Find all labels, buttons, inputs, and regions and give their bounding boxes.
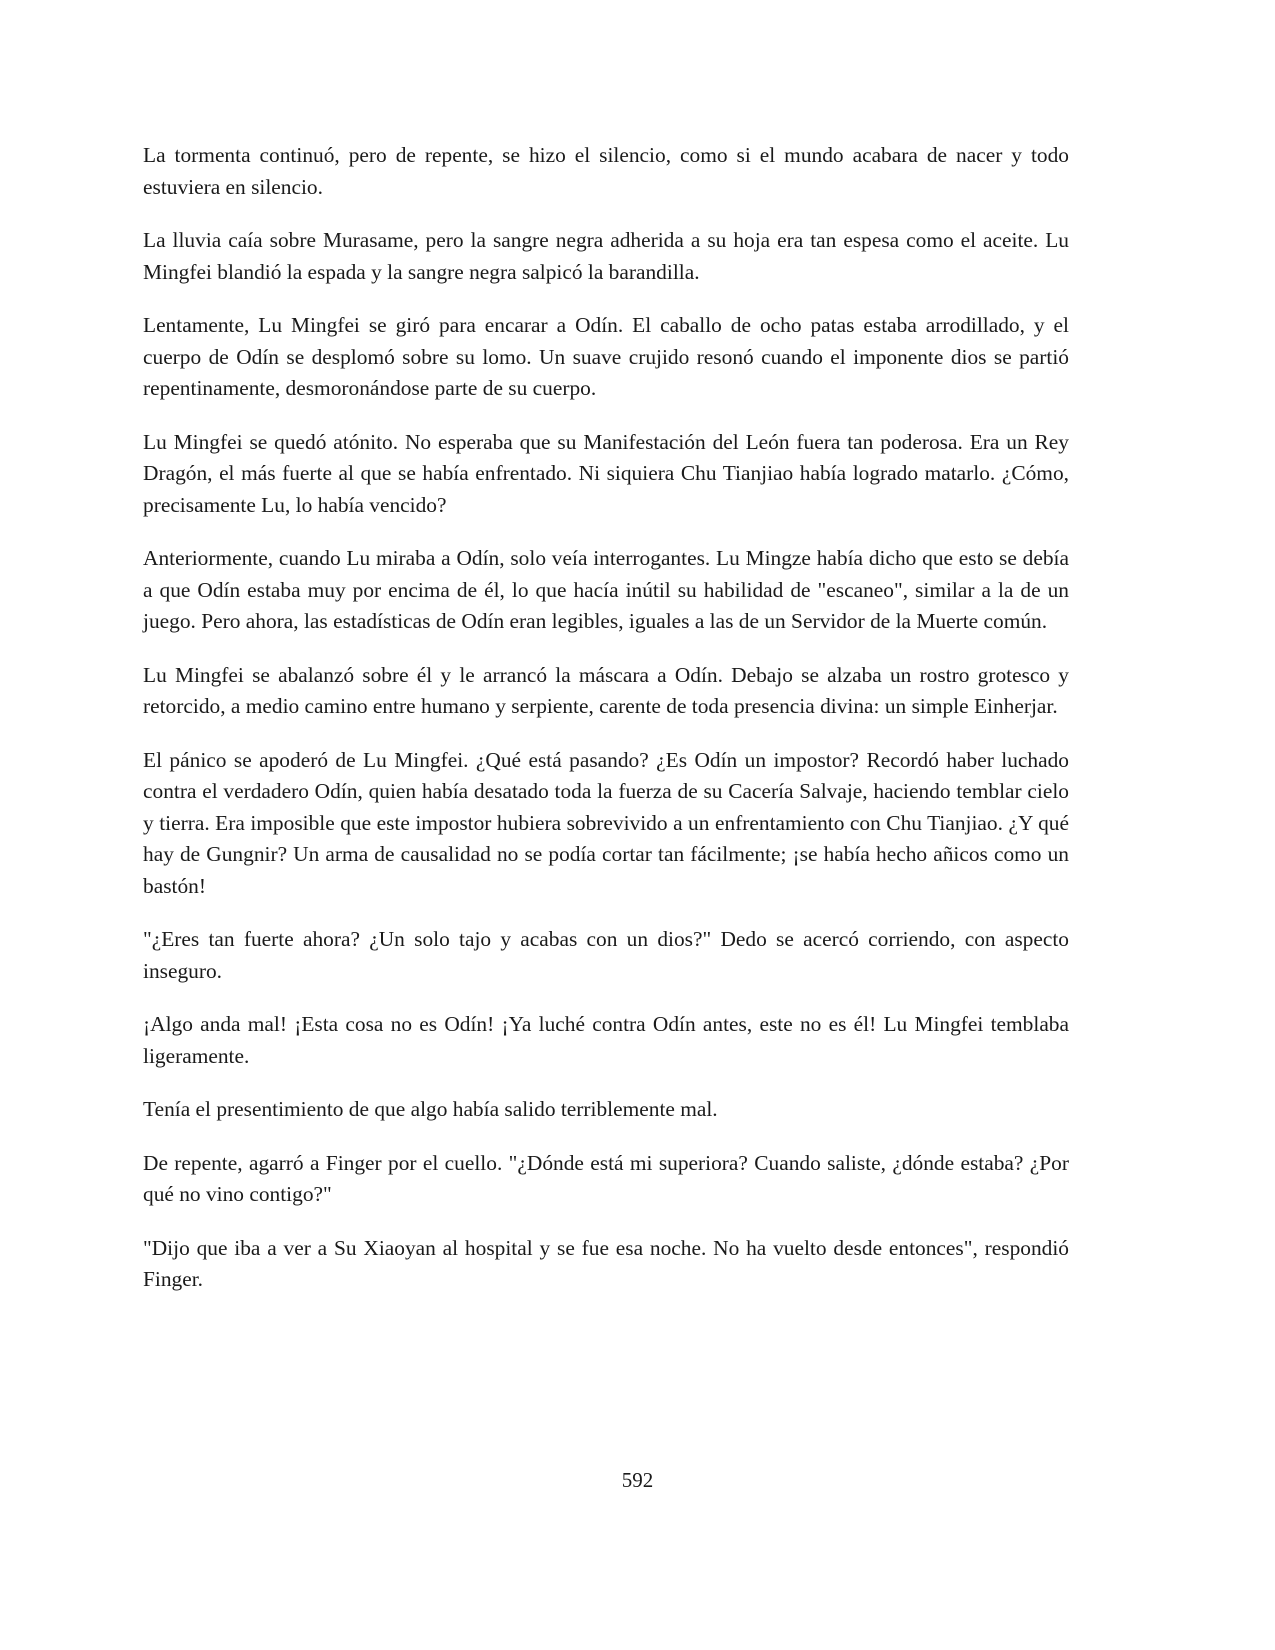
paragraph: Lu Mingfei se quedó atónito. No esperaba que su Manifestación del León fuera tan poderosa. Era un Rey Dragón, el más fuerte al que se había enfrentado. Ni siquiera Chu Tianjiao había logrado matarlo. ¿Cómo, precisamente Lu, lo había vencido? bbox=[143, 429, 1069, 517]
paragraph: "Dijo que iba a ver a Su Xiaoyan al hospital y se fue esa noche. No ha vuelto desde entonces", respondió Finger. bbox=[143, 1235, 1069, 1291]
paragraph: Tenía el presentimiento de que algo había salido terriblemente mal. bbox=[143, 1097, 718, 1121]
paragraph: "¿Eres tan fuerte ahora? ¿Un solo tajo y acabas con un dios?" Dedo se acercó corriendo, con aspecto inseguro. bbox=[143, 927, 1069, 983]
paragraph: ¡Algo anda mal! ¡Esta cosa no es Odín! ¡Ya luché contra Odín antes, este no es él! Lu Mingfei temblaba ligeramente. bbox=[143, 1012, 1069, 1068]
paragraph: La lluvia caía sobre Murasame, pero la sangre negra adherida a su hoja era tan espesa como el aceite. Lu Mingfei blandió la espada y la sangre negra salpicó la barandilla. bbox=[143, 228, 1069, 284]
paragraph: Lentamente, Lu Mingfei se giró para encarar a Odín. El caballo de ocho patas estaba arrodillado, y el cuerpo de Odín se desplomó sobre su lomo. Un suave crujido resonó cuando el imponente dios se partió repentinamente, desmoronándose parte de su cuerpo. bbox=[143, 313, 1069, 400]
paragraph: Anteriormente, cuando Lu miraba a Odín, solo veía interrogantes. Lu Mingze había dicho que esto se debía a que Odín estaba muy por encima de él, lo que hacía inútil su habilidad de "escaneo", similar a la de un juego. Pero ahora, las estadísticas de Odín eran legibles, iguales a las de un Servidor de la Muerte común. bbox=[143, 546, 1069, 633]
page-number: 592 bbox=[621, 1468, 654, 1492]
paragraph: La tormenta continuó, pero de repente, se hizo el silencio, como si el mundo acabara de nacer y todo estuviera en silencio. bbox=[143, 143, 1069, 199]
page-body bbox=[143, 140, 1069, 1318]
paragraph: De repente, agarró a Finger por el cuello. "¿Dónde está mi superiora? Cuando saliste, ¿dónde estaba? ¿Por qué no vino contigo?" bbox=[143, 1150, 1069, 1206]
paragraph: El pánico se apoderó de Lu Mingfei. ¿Qué está pasando? ¿Es Odín un impostor? Recordó haber luchado contra el verdadero Odín, quien había desatado toda la fuerza de su Cacería Salvaje, haciendo temblar cielo y tierra. Era imposible que este impostor hubiera sobrevivido a un enfrentamiento con Chu Tianjiao. ¿Y qué hay de Gungnir? Un arma de causalidad no se podía cortar tan fácilmente; ¡se había hecho añicos como un bastón! bbox=[143, 747, 1069, 898]
paragraph: Lu Mingfei se abalanzó sobre él y le arrancó la máscara a Odín. Debajo se alzaba un rostro grotesco y retorcido, a medio camino entre humano y serpiente, carente de toda presencia divina: un simple Einherjar. bbox=[143, 662, 1069, 718]
